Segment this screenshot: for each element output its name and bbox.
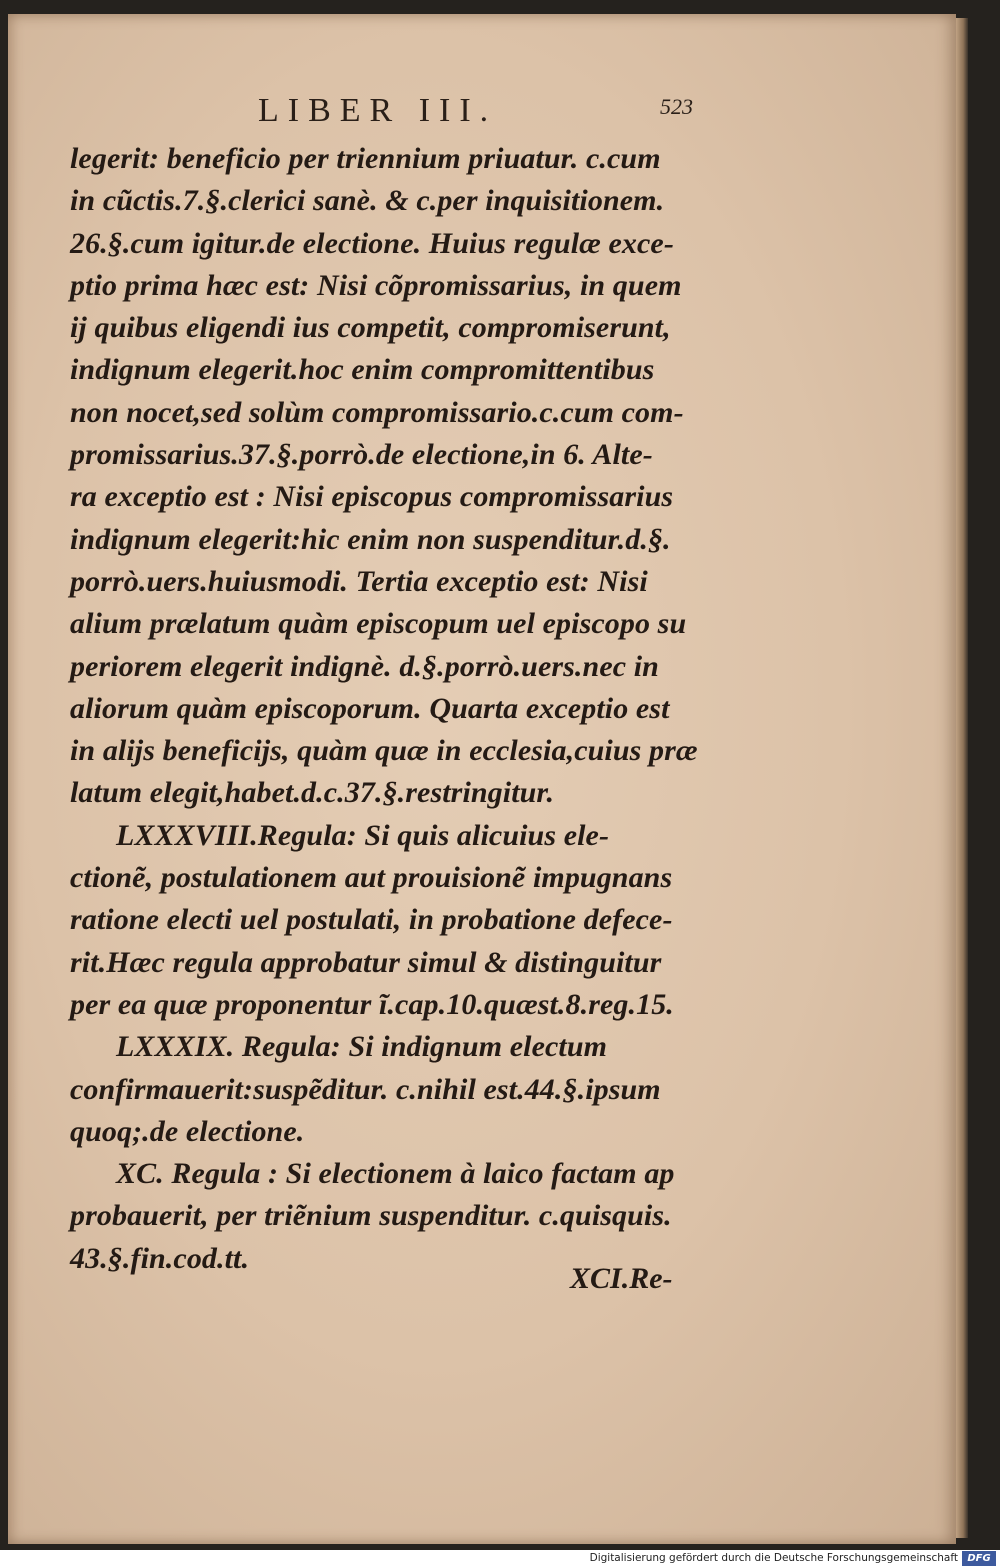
text-line: alium prælatum quàm episcopum uel episcopo su [70, 607, 687, 641]
text-line: 26.§.cum igitur.de electione. Huius regulæ exce- [70, 226, 674, 260]
text-line: indignum elegerit:hic enim non suspenditur.d.§. [70, 522, 671, 556]
text-line: rit.Hæc regula approbatur simul & distinguitur [70, 945, 662, 979]
text-line: non nocet,sed solùm compromissario.c.cum com- [70, 395, 684, 429]
dfg-logo-icon: DFG [962, 1551, 996, 1566]
text-line: per ea quæ proponentur ĩ.cap.10.quæst.8.reg.15. [70, 987, 674, 1021]
text-line: promissarius.37.§.porrò.de electione,in 6. Alte- [70, 438, 653, 472]
body-text [70, 138, 710, 1280]
text-line: in alijs beneficijs, quàm quæ in ecclesia,cuius præ [70, 734, 698, 768]
text-line: ratione electi uel postulati, in probatione defece- [70, 903, 673, 937]
text-line: 43.§.fin.cod.tt. [70, 1241, 250, 1275]
catchword: XCI.Re- [570, 1262, 673, 1295]
running-title: LIBER III. [258, 92, 498, 129]
text-line: aliorum quàm episcoporum. Quarta exceptio est [70, 691, 670, 725]
text-line: ctionẽ, postulationem aut prouisionẽ impugnans [70, 861, 673, 895]
funding-notice: Digitalisierung gefördert durch die Deutsche Forschungsgemeinschaft [589, 1552, 958, 1564]
text-line: probauerit, per triẽnium suspenditur. c.quisquis. [70, 1199, 672, 1233]
text-line: indignum elegerit.hoc enim compromittentibus [70, 353, 655, 387]
running-head [8, 92, 956, 132]
text-line: ij quibus eligendi ius competit, compromiserunt, [70, 311, 671, 345]
text-line: ra exceptio est : Nisi episcopus compromissarius [70, 480, 674, 514]
text-line: legerit: beneficio per triennium priuatur. c.cum [70, 142, 661, 175]
text-line: porrò.uers.huiusmodi. Tertia exceptio est: Nisi [70, 564, 648, 598]
text-line: LXXXVIII.Regula: Si quis alicuius ele- [116, 818, 610, 852]
text-line: quoq;.de electione. [70, 1114, 305, 1148]
text-line: in cũctis.7.§.clerici sanè. & c.per inquisitionem. [70, 184, 665, 218]
text-line: ptio prima hæc est: Nisi cõpromissarius, in quem [70, 268, 682, 302]
text-line: latum elegit,habet.d.c.37.§.restringitur. [70, 776, 555, 810]
book-page [8, 14, 956, 1544]
text-line: LXXXIX. Regula: Si indignum electum [116, 1030, 608, 1064]
page-number: 523 [660, 94, 693, 119]
page-edge [956, 18, 968, 1538]
text-line: confirmauerit:suspẽditur. c.nihil est.44.§.ipsum [70, 1072, 661, 1106]
text-line: periorem elegerit indignè. d.§.porrò.uers.nec in [70, 649, 659, 683]
text-line: XC. Regula : Si electionem à laico factam ap [116, 1157, 675, 1191]
